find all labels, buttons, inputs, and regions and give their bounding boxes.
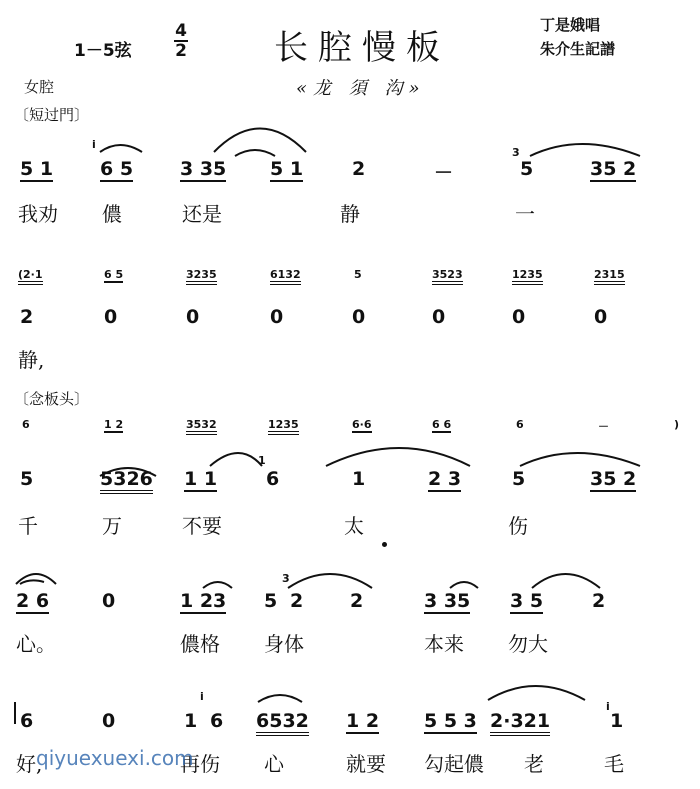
note: 5 — [512, 468, 526, 490]
note: 6 — [266, 468, 280, 490]
watermark: qiyuexuexi.com — [36, 746, 194, 770]
instrumental-note: 3523 — [432, 268, 463, 285]
subtitle: «龙 須 沟» — [296, 78, 426, 99]
grace-note: 1 — [258, 454, 266, 467]
lyric: 就要 — [346, 752, 386, 776]
tuning-label: 1－5弦 — [74, 41, 132, 61]
rest: 0 — [432, 306, 446, 328]
voice-label: 女腔 — [24, 78, 55, 96]
section-label-nian-ban-tou: 〔念板头〕 — [14, 390, 90, 408]
note: 5 — [520, 158, 534, 180]
note: 6 — [20, 710, 34, 732]
rest: 0 — [104, 306, 118, 328]
instrumental-note: 6 5 — [104, 268, 124, 281]
slur — [20, 580, 44, 584]
dash: － — [434, 162, 454, 184]
time-signature-numerator: 4 — [175, 21, 187, 41]
note-group: 3 5 — [510, 590, 544, 612]
time-signature-denominator: 2 — [175, 41, 187, 61]
lyric: 还是 — [182, 202, 222, 226]
lyric: 一 — [515, 202, 535, 226]
rest: 0 — [352, 306, 366, 328]
note-group: 1 23 — [180, 590, 227, 612]
rest: 0 — [102, 590, 116, 612]
lyric: 本来 — [424, 632, 464, 656]
note-group: 1 2 — [346, 710, 380, 732]
rest: 0 — [594, 306, 608, 328]
note: 2 — [20, 306, 34, 328]
slur — [520, 453, 640, 466]
slur — [203, 582, 232, 588]
instrumental-note: 1235 — [512, 268, 543, 285]
lyric: 伤 — [508, 514, 528, 538]
instrumental-note: 6·6 — [352, 418, 372, 431]
note-group: 5 1 — [20, 158, 54, 180]
lyric: 好, — [16, 752, 43, 776]
rest: 0 — [186, 306, 200, 328]
lyric: 静 — [340, 202, 360, 226]
page-title: 长腔慢板 — [274, 28, 450, 68]
lyric: 静, — [18, 348, 45, 372]
slur — [326, 448, 470, 466]
note: 2 — [592, 590, 606, 612]
grace-note: 3 — [512, 146, 520, 159]
lyric: 儂格 — [180, 632, 220, 656]
note-group: 3 35 — [424, 590, 471, 612]
slur — [532, 574, 600, 588]
lyric: 再伤 — [180, 752, 220, 776]
instrumental-note: 5 — [354, 268, 362, 281]
instrumental-note: 6 — [22, 418, 30, 431]
instrumental-note: (2·1 — [18, 268, 43, 285]
slur — [214, 129, 306, 153]
note: 2 — [290, 590, 304, 612]
rest: 0 — [512, 306, 526, 328]
note-group: 35 2 — [590, 158, 637, 180]
instrumental-note: 3532 — [186, 418, 217, 435]
note-group: 5 1 — [270, 158, 304, 180]
note: 1 — [184, 710, 198, 732]
lyric: 心 — [264, 752, 284, 776]
slur — [210, 453, 262, 466]
instrumental-note: 2315 — [594, 268, 625, 285]
note: 2 — [352, 158, 366, 180]
rest: 0 — [270, 306, 284, 328]
ink-dot — [382, 542, 387, 547]
note: 2 — [350, 590, 364, 612]
note: 1 — [352, 468, 366, 490]
grace-note: i — [606, 700, 610, 713]
grace-note: i — [92, 138, 96, 151]
lyric: 不要 — [182, 514, 222, 538]
lyric: 勿大 — [508, 632, 548, 656]
grace-note: 3 — [282, 572, 290, 585]
lyric: 万 — [102, 514, 122, 538]
slur — [450, 582, 478, 588]
dash: － — [598, 420, 609, 433]
note: 5 — [264, 590, 278, 612]
instrumental-note: 6132 — [270, 268, 301, 285]
lyric: 千 — [18, 514, 38, 538]
lyric: 心。 — [16, 632, 56, 656]
lyric: 毛 — [604, 752, 624, 776]
note-group: 1 1 — [184, 468, 218, 490]
singer-credit: 丁是娥唱 — [540, 16, 601, 34]
note-group: 2 6 — [16, 590, 50, 612]
lyric: 勾起儂 — [424, 752, 484, 776]
note-group: 5 5 3 — [424, 710, 477, 732]
instrumental-note: 6 — [516, 418, 524, 431]
note-group: 3 35 — [180, 158, 227, 180]
lyric: 我劝 — [18, 202, 58, 226]
note-group: 2 3 — [428, 468, 462, 490]
slur — [488, 686, 585, 700]
note: 6 — [210, 710, 224, 732]
note-group: 5326 — [100, 468, 153, 494]
note-group: 6 5 — [100, 158, 134, 180]
slur — [288, 574, 372, 588]
lyric: 太 — [344, 514, 364, 538]
slur — [258, 695, 302, 702]
notator-credit: 朱介生記譜 — [540, 40, 616, 58]
close-paren: ) — [674, 418, 680, 431]
note-group: 2·321 — [490, 710, 550, 736]
slur — [100, 145, 142, 152]
note-group: 35 2 — [590, 468, 637, 490]
note-group: 6532 — [256, 710, 309, 736]
bar-mark — [14, 702, 16, 724]
instrumental-note: 1 2 — [104, 418, 124, 431]
note: 1 — [610, 710, 624, 732]
lyric: 老 — [524, 752, 544, 776]
rest: 0 — [102, 710, 116, 732]
note: 5 — [20, 468, 34, 490]
lyric: 身体 — [264, 632, 304, 656]
instrumental-note: 6 6 — [432, 418, 452, 431]
instrumental-note: 3235 — [186, 268, 217, 285]
slur — [235, 150, 275, 156]
slur — [530, 144, 640, 156]
instrumental-note: 1235 — [268, 418, 299, 435]
lyric: 儂 — [102, 202, 122, 226]
grace-note: i — [200, 690, 204, 703]
section-label-short-interlude: 〔短过門〕 — [14, 106, 90, 124]
